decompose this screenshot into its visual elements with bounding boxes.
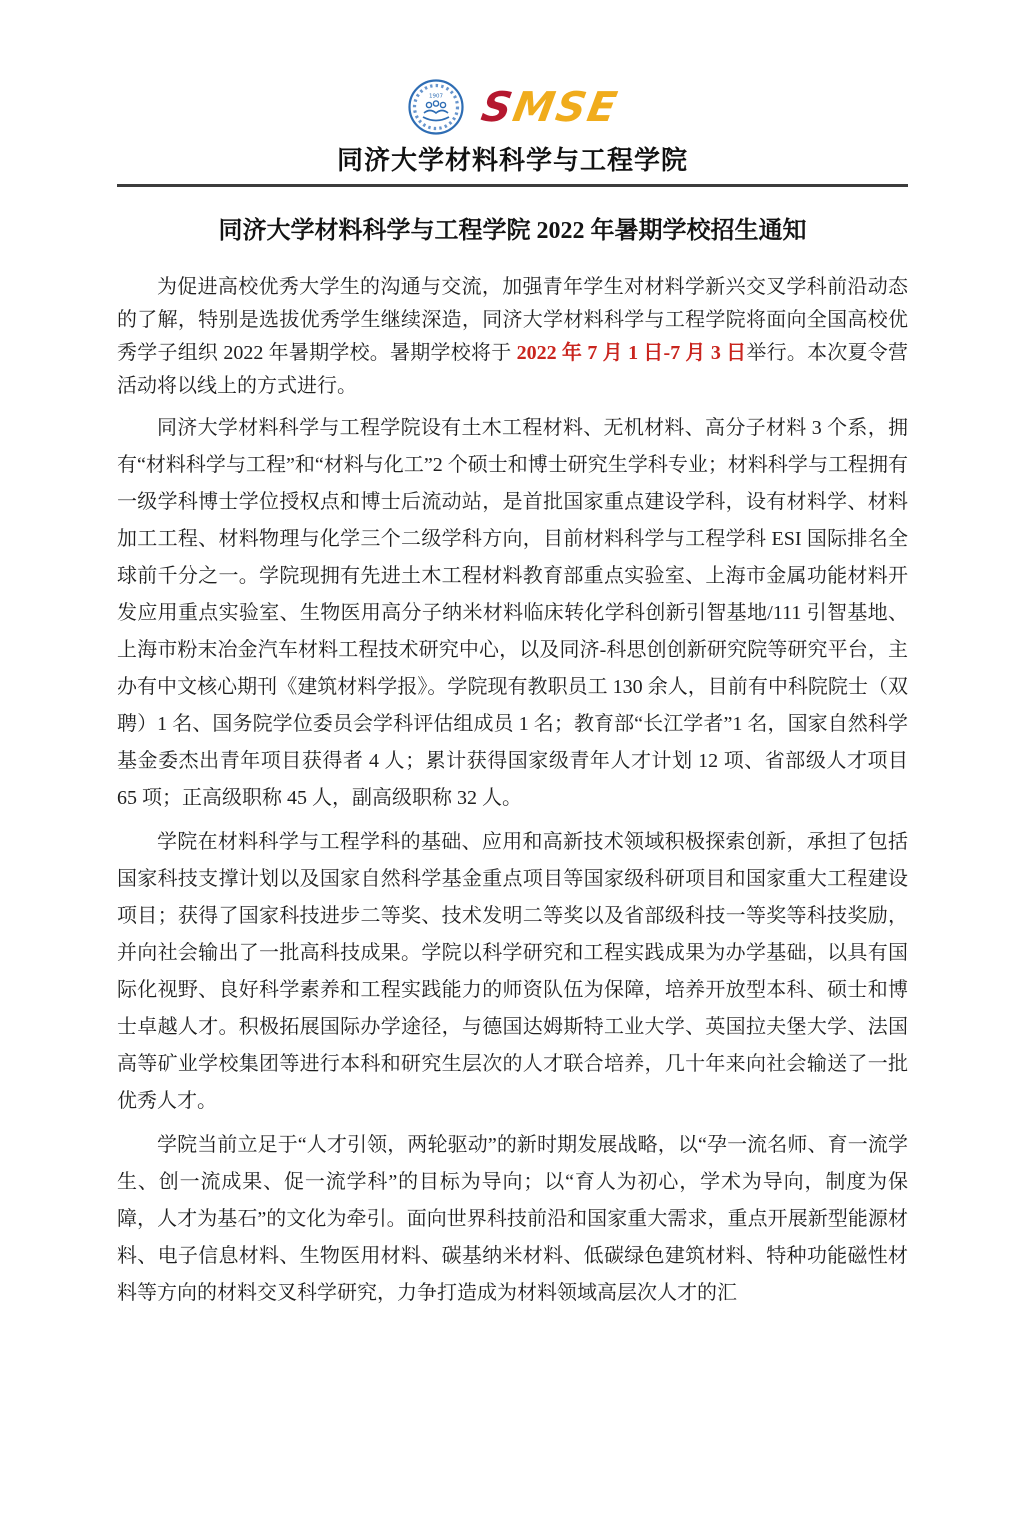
document-title: 同济大学材料科学与工程学院 2022 年暑期学校招生通知 [218, 218, 807, 244]
paragraph-development-strategy: 学院当前立足于“人才引领，两轮驱动”的新时期发展战略，以“孕一流名师、育一流学生、创一流成果、促一流学科”的目标为导向；以“育人为初心，学术为导向，制度为保障，人才为基石”的文化为牵引。面向世界科技前沿和国家重大需求，重点开展新型能源材料、电子信息材料、生物医用材料、碳基纳米材料、低碳绿色建筑材料、特种功能磁性材料等方向的材料交叉科学研究，力争打造成为材料领域高层次人才的汇 [117, 1134, 908, 1304]
document-page [0, 76, 1024, 1516]
smse-letter: M [508, 82, 561, 131]
paragraph-research-achievements: 学院在材料科学与工程学科的基础、应用和高新技术领域积极探索创新，承担了包括国家科技支撑计划以及国家自然科学基金重点项目等国家级科研项目和国家重大工程建设项目；获得了国家科技进步二等奖、技术发明二等奖以及省部级科技一等奖等科技奖励，并向社会输出了一批高科技成果。学院以科学研究和工程实践成果为办学基础，以具有国际化视野、良好科学素养和工程实践能力的师资队伍为保障，培养开放型本科、硕士和博士卓越人才。积极拓展国际办学途径，与德国达姆斯特工业大学、英国拉夫堡大学、法国高等矿业学校集团等进行本科和研究生层次的人才联合培养，几十年来向社会输送了一批优秀人才。 [117, 831, 908, 1112]
smse-letter: S [477, 82, 518, 131]
letterhead [117, 76, 908, 187]
school-logo [117, 76, 908, 138]
smse-letter: S [551, 82, 592, 131]
highlighted-date: 2022 年 7 月 1 日-7 月 3 日 [516, 342, 747, 364]
paragraph-text: 为促进高校优秀大学生的沟通与交流，加强青年学生对材料学新兴交叉学科前沿动态的了解，特别是选拔优秀学生继续深造，同济大学材料科学与工程学院将面向全国高校优秀学子组织 2022 年暑期学校。暑期学校将于 [117, 276, 908, 364]
header-divider [117, 184, 908, 187]
notice-body [117, 214, 908, 1312]
tongji-university-seal-icon [408, 79, 464, 135]
smse-letter: E [583, 82, 622, 131]
paragraph-text: 举行。本次夏令营活动将以线上的方式进行。 [117, 342, 909, 397]
seal-year-label: 1907 [428, 93, 443, 100]
paragraph-intro [117, 271, 908, 403]
paragraph-school-overview: 同济大学材料科学与工程学院设有土木工程材料、无机材料、高分子材料 3 个系，拥有“材料科学与工程”和“材料与化工”2 个硕士和博士研究生学科专业；材料科学与工程拥有一级学科博士学位授权点和博士后流动站，是首批国家重点建设学科，设有材料学、材料加工工程、材料物理与化学三个二级学科方向，目前材料科学与工程学科 ESI 国际排名全球前千分之一。学院现拥有先进土木工程材料教育部重点实验室、上海市金属功能材料开发应用重点实验室、生物医用高分子纳米材料临床转化学科创新引智基地/111 引智基地、上海市粉末冶金汽车材料工程技术研究中心，以及同济-科思创创新研究院等研究平台，主办有中文核心期刊《建筑材料学报》。学院现有教职员工 130 余人，目前有中科院院士（双聘）1 名、国务院学位委员会学科评估组成员 1 名；教育部“长江学者”1 名，国家自然科学基金委杰出青年项目获得者 4 人；累计获得国家级青年人才计划 12 项、省部级人才项目 65 项；正高级职称 45 人，副高级职称 32 人。 [117, 417, 908, 809]
school-name: 同济大学材料科学与工程学院 [336, 145, 688, 175]
smse-logo [477, 82, 622, 131]
